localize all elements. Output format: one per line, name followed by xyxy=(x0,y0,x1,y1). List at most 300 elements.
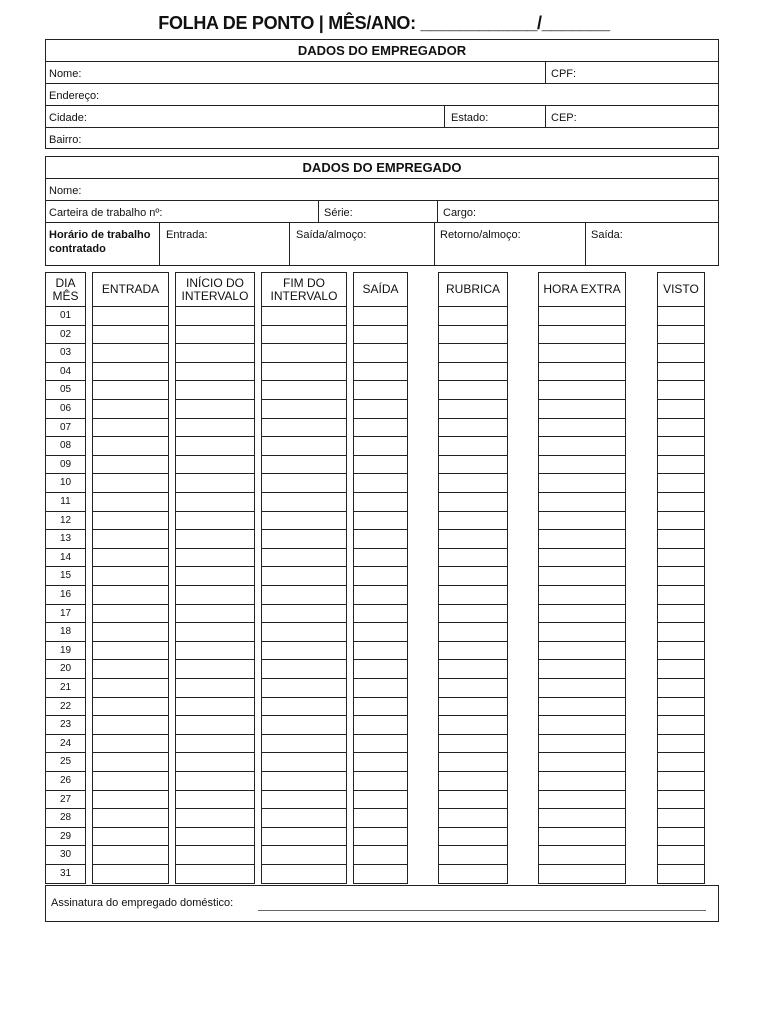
cell-entrada[interactable] xyxy=(92,512,169,531)
cell-inicio[interactable] xyxy=(175,679,255,698)
cell-inicio[interactable] xyxy=(175,549,255,568)
cell-fim[interactable] xyxy=(261,437,347,456)
column-header-label xyxy=(271,277,338,303)
cell-rubrica[interactable] xyxy=(438,716,508,735)
cell-fim[interactable] xyxy=(261,642,347,661)
cell-rubrica[interactable] xyxy=(438,809,508,828)
cell-visto[interactable] xyxy=(657,735,705,754)
day-cell: 26 xyxy=(45,772,86,791)
cell-fim[interactable] xyxy=(261,865,347,884)
cell-saida[interactable] xyxy=(353,623,408,642)
cell-fim[interactable] xyxy=(261,605,347,624)
divider xyxy=(45,222,719,223)
column-header-visto xyxy=(657,272,705,307)
cell-entrada[interactable] xyxy=(92,623,169,642)
cell-rubrica[interactable] xyxy=(438,567,508,586)
cell-fim[interactable] xyxy=(261,772,347,791)
cell-hora_extra[interactable] xyxy=(538,419,626,438)
cell-saida[interactable] xyxy=(353,326,408,345)
employee-exit-label: Saída: xyxy=(591,229,623,241)
cell-visto[interactable] xyxy=(657,567,705,586)
cell-visto[interactable] xyxy=(657,716,705,735)
cell-inicio[interactable] xyxy=(175,753,255,772)
employee-lunch-out-label: Saída/almoço: xyxy=(296,229,367,241)
cell-inicio[interactable] xyxy=(175,623,255,642)
cell-hora_extra[interactable] xyxy=(538,605,626,624)
cell-saida[interactable] xyxy=(353,307,408,326)
cell-hora_extra[interactable] xyxy=(538,716,626,735)
cell-inicio[interactable] xyxy=(175,772,255,791)
column-header-day xyxy=(45,272,86,307)
day-cell: 13 xyxy=(45,530,86,549)
cell-inicio[interactable] xyxy=(175,735,255,754)
cell-entrada[interactable] xyxy=(92,828,169,847)
day-cell: 04 xyxy=(45,363,86,382)
cell-entrada[interactable] xyxy=(92,363,169,382)
divider xyxy=(545,61,546,83)
cell-saida[interactable] xyxy=(353,753,408,772)
cell-rubrica[interactable] xyxy=(438,400,508,419)
cell-entrada[interactable] xyxy=(92,493,169,512)
cell-entrada[interactable] xyxy=(92,660,169,679)
divider xyxy=(289,222,290,266)
cell-hora_extra[interactable] xyxy=(538,865,626,884)
cell-entrada[interactable] xyxy=(92,753,169,772)
cell-rubrica[interactable] xyxy=(438,828,508,847)
cell-visto[interactable] xyxy=(657,400,705,419)
cell-inicio[interactable] xyxy=(175,493,255,512)
divider xyxy=(45,178,719,179)
cell-inicio[interactable] xyxy=(175,419,255,438)
day-cell: 28 xyxy=(45,809,86,828)
day-cell: 09 xyxy=(45,456,86,475)
day-cell: 30 xyxy=(45,846,86,865)
cell-rubrica[interactable] xyxy=(438,660,508,679)
cell-saida[interactable] xyxy=(353,735,408,754)
signature-label: Assinatura do empregado doméstico: xyxy=(51,897,234,909)
column-header-line: INTERVALO xyxy=(181,288,249,303)
day-cell: 20 xyxy=(45,660,86,679)
cell-rubrica[interactable] xyxy=(438,493,508,512)
cell-inicio[interactable] xyxy=(175,512,255,531)
cell-saida[interactable] xyxy=(353,363,408,382)
employee-name-label: Nome: xyxy=(49,185,82,197)
divider xyxy=(585,222,586,266)
cell-inicio[interactable] xyxy=(175,716,255,735)
cell-entrada[interactable] xyxy=(92,530,169,549)
cell-visto[interactable] xyxy=(657,344,705,363)
cell-entrada[interactable] xyxy=(92,846,169,865)
cell-saida[interactable] xyxy=(353,642,408,661)
cell-fim[interactable] xyxy=(261,753,347,772)
day-cell: 03 xyxy=(45,344,86,363)
cell-rubrica[interactable] xyxy=(438,698,508,717)
cell-saida[interactable] xyxy=(353,437,408,456)
cell-saida[interactable] xyxy=(353,512,408,531)
cell-hora_extra[interactable] xyxy=(538,753,626,772)
cell-rubrica[interactable] xyxy=(438,865,508,884)
cell-inicio[interactable] xyxy=(175,809,255,828)
cell-fim[interactable] xyxy=(261,307,347,326)
column-header-line: DIA xyxy=(55,275,76,290)
divider xyxy=(159,222,160,266)
cell-saida[interactable] xyxy=(353,474,408,493)
column-header-line: SAÍDA xyxy=(362,282,399,296)
cell-fim[interactable] xyxy=(261,530,347,549)
cell-inicio[interactable] xyxy=(175,474,255,493)
cell-entrada[interactable] xyxy=(92,586,169,605)
cell-saida[interactable] xyxy=(353,660,408,679)
cell-rubrica[interactable] xyxy=(438,623,508,642)
column-header-line: HORA EXTRA xyxy=(543,282,621,296)
cell-visto[interactable] xyxy=(657,474,705,493)
cell-fim[interactable] xyxy=(261,791,347,810)
cell-rubrica[interactable] xyxy=(438,586,508,605)
cell-fim[interactable] xyxy=(261,344,347,363)
cell-inicio[interactable] xyxy=(175,567,255,586)
cell-entrada[interactable] xyxy=(92,642,169,661)
cell-inicio[interactable] xyxy=(175,865,255,884)
cell-saida[interactable] xyxy=(353,400,408,419)
cell-visto[interactable] xyxy=(657,623,705,642)
cell-visto[interactable] xyxy=(657,679,705,698)
cell-visto[interactable] xyxy=(657,828,705,847)
divider xyxy=(45,200,719,201)
divider xyxy=(437,200,438,222)
cell-inicio[interactable] xyxy=(175,363,255,382)
divider xyxy=(45,61,719,62)
cell-hora_extra[interactable] xyxy=(538,772,626,791)
cell-hora_extra[interactable] xyxy=(538,326,626,345)
cell-saida[interactable] xyxy=(353,456,408,475)
cell-fim[interactable] xyxy=(261,474,347,493)
cell-entrada[interactable] xyxy=(92,326,169,345)
cell-inicio[interactable] xyxy=(175,846,255,865)
cell-fim[interactable] xyxy=(261,512,347,531)
divider xyxy=(318,200,319,222)
cell-inicio[interactable] xyxy=(175,530,255,549)
cell-rubrica[interactable] xyxy=(438,549,508,568)
cell-saida[interactable] xyxy=(353,791,408,810)
column-header-inicio xyxy=(175,272,255,307)
cell-rubrica[interactable] xyxy=(438,381,508,400)
cell-fim[interactable] xyxy=(261,400,347,419)
cell-hora_extra[interactable] xyxy=(538,586,626,605)
cell-visto[interactable] xyxy=(657,586,705,605)
cell-visto[interactable] xyxy=(657,772,705,791)
cell-hora_extra[interactable] xyxy=(538,809,626,828)
divider xyxy=(45,105,719,106)
cell-entrada[interactable] xyxy=(92,716,169,735)
cell-visto[interactable] xyxy=(657,512,705,531)
cell-saida[interactable] xyxy=(353,586,408,605)
column-header-line: RUBRICA xyxy=(445,282,500,296)
cell-rubrica[interactable] xyxy=(438,642,508,661)
cell-visto[interactable] xyxy=(657,456,705,475)
cell-saida[interactable] xyxy=(353,381,408,400)
column-header-hora_extra xyxy=(538,272,626,307)
cell-entrada[interactable] xyxy=(92,698,169,717)
cell-fim[interactable] xyxy=(261,846,347,865)
day-cell: 18 xyxy=(45,623,86,642)
cell-saida[interactable] xyxy=(353,809,408,828)
cell-inicio[interactable] xyxy=(175,605,255,624)
cell-hora_extra[interactable] xyxy=(538,567,626,586)
cell-inicio[interactable] xyxy=(175,828,255,847)
column-header-label xyxy=(102,283,159,296)
signature-line[interactable] xyxy=(258,910,706,911)
cell-visto[interactable] xyxy=(657,307,705,326)
signature-row xyxy=(45,885,719,922)
cell-rubrica[interactable] xyxy=(438,344,508,363)
cell-rubrica[interactable] xyxy=(438,307,508,326)
cell-entrada[interactable] xyxy=(92,809,169,828)
cell-hora_extra[interactable] xyxy=(538,679,626,698)
cell-fim[interactable] xyxy=(261,623,347,642)
cell-inicio[interactable] xyxy=(175,437,255,456)
cell-visto[interactable] xyxy=(657,381,705,400)
cell-fim[interactable] xyxy=(261,679,347,698)
cell-inicio[interactable] xyxy=(175,642,255,661)
cell-entrada[interactable] xyxy=(92,381,169,400)
cell-fim[interactable] xyxy=(261,735,347,754)
employer-cpf-label: CPF: xyxy=(551,68,577,80)
day-cell: 17 xyxy=(45,605,86,624)
cell-rubrica[interactable] xyxy=(438,419,508,438)
divider xyxy=(444,105,445,127)
cell-visto[interactable] xyxy=(657,753,705,772)
cell-hora_extra[interactable] xyxy=(538,846,626,865)
cell-rubrica[interactable] xyxy=(438,530,508,549)
cell-saida[interactable] xyxy=(353,698,408,717)
cell-rubrica[interactable] xyxy=(438,326,508,345)
cell-rubrica[interactable] xyxy=(438,772,508,791)
day-cell: 23 xyxy=(45,716,86,735)
cell-inicio[interactable] xyxy=(175,381,255,400)
day-cell: 05 xyxy=(45,381,86,400)
cell-fim[interactable] xyxy=(261,586,347,605)
cell-visto[interactable] xyxy=(657,419,705,438)
cell-saida[interactable] xyxy=(353,419,408,438)
cell-hora_extra[interactable] xyxy=(538,307,626,326)
cell-saida[interactable] xyxy=(353,530,408,549)
cell-rubrica[interactable] xyxy=(438,474,508,493)
cell-saida[interactable] xyxy=(353,846,408,865)
day-cell: 19 xyxy=(45,642,86,661)
cell-rubrica[interactable] xyxy=(438,753,508,772)
cell-inicio[interactable] xyxy=(175,456,255,475)
employer-district-label: Bairro: xyxy=(49,134,82,146)
cell-rubrica[interactable] xyxy=(438,363,508,382)
cell-rubrica[interactable] xyxy=(438,605,508,624)
day-cell: 22 xyxy=(45,698,86,717)
cell-entrada[interactable] xyxy=(92,400,169,419)
column-header-rubrica xyxy=(438,272,508,307)
cell-visto[interactable] xyxy=(657,698,705,717)
day-cell: 06 xyxy=(45,400,86,419)
cell-fim[interactable] xyxy=(261,809,347,828)
column-header-label xyxy=(182,277,249,303)
cell-visto[interactable] xyxy=(657,549,705,568)
column-header-line: VISTO xyxy=(663,282,699,296)
cell-entrada[interactable] xyxy=(92,772,169,791)
cell-hora_extra[interactable] xyxy=(538,642,626,661)
cell-entrada[interactable] xyxy=(92,865,169,884)
cell-hora_extra[interactable] xyxy=(538,530,626,549)
cell-hora_extra[interactable] xyxy=(538,549,626,568)
cell-hora_extra[interactable] xyxy=(538,456,626,475)
day-cell: 24 xyxy=(45,735,86,754)
employee-lunch-return-label: Retorno/almoço: xyxy=(440,229,521,241)
column-header-label xyxy=(543,283,620,296)
cell-entrada[interactable] xyxy=(92,791,169,810)
employer-state-label: Estado: xyxy=(451,112,489,124)
divider xyxy=(545,105,546,127)
cell-fim[interactable] xyxy=(261,381,347,400)
cell-entrada[interactable] xyxy=(92,456,169,475)
cell-hora_extra[interactable] xyxy=(538,474,626,493)
cell-hora_extra[interactable] xyxy=(538,735,626,754)
cell-hora_extra[interactable] xyxy=(538,493,626,512)
cell-rubrica[interactable] xyxy=(438,456,508,475)
cell-hora_extra[interactable] xyxy=(538,363,626,382)
cell-visto[interactable] xyxy=(657,846,705,865)
cell-entrada[interactable] xyxy=(92,419,169,438)
day-cell: 12 xyxy=(45,512,86,531)
cell-saida[interactable] xyxy=(353,716,408,735)
cell-saida[interactable] xyxy=(353,828,408,847)
cell-entrada[interactable] xyxy=(92,344,169,363)
cell-hora_extra[interactable] xyxy=(538,344,626,363)
cell-fim[interactable] xyxy=(261,698,347,717)
cell-fim[interactable] xyxy=(261,456,347,475)
day-cell: 02 xyxy=(45,326,86,345)
cell-hora_extra[interactable] xyxy=(538,512,626,531)
divider xyxy=(45,83,719,84)
cell-hora_extra[interactable] xyxy=(538,698,626,717)
cell-inicio[interactable] xyxy=(175,307,255,326)
cell-entrada[interactable] xyxy=(92,735,169,754)
cell-rubrica[interactable] xyxy=(438,846,508,865)
cell-hora_extra[interactable] xyxy=(538,791,626,810)
divider xyxy=(45,127,719,128)
cell-rubrica[interactable] xyxy=(438,791,508,810)
cell-visto[interactable] xyxy=(657,809,705,828)
cell-hora_extra[interactable] xyxy=(538,660,626,679)
divider xyxy=(434,222,435,266)
cell-inicio[interactable] xyxy=(175,400,255,419)
cell-fim[interactable] xyxy=(261,660,347,679)
employee-role-label: Cargo: xyxy=(443,207,477,219)
cell-inicio[interactable] xyxy=(175,326,255,345)
cell-visto[interactable] xyxy=(657,660,705,679)
cell-fim[interactable] xyxy=(261,363,347,382)
employer-city-label: Cidade: xyxy=(49,112,87,124)
cell-hora_extra[interactable] xyxy=(538,623,626,642)
cell-entrada[interactable] xyxy=(92,474,169,493)
day-cell: 25 xyxy=(45,753,86,772)
cell-inicio[interactable] xyxy=(175,344,255,363)
cell-visto[interactable] xyxy=(657,326,705,345)
column-header-line: MÊS xyxy=(52,288,79,303)
cell-inicio[interactable] xyxy=(175,698,255,717)
day-cell: 16 xyxy=(45,586,86,605)
cell-hora_extra[interactable] xyxy=(538,828,626,847)
cell-saida[interactable] xyxy=(353,679,408,698)
cell-entrada[interactable] xyxy=(92,567,169,586)
cell-visto[interactable] xyxy=(657,493,705,512)
cell-saida[interactable] xyxy=(353,865,408,884)
cell-fim[interactable] xyxy=(261,828,347,847)
day-cell: 21 xyxy=(45,679,86,698)
employee-ctps-label: Carteira de trabalho nº: xyxy=(49,207,163,219)
cell-entrada[interactable] xyxy=(92,679,169,698)
cell-inicio[interactable] xyxy=(175,660,255,679)
cell-visto[interactable] xyxy=(657,437,705,456)
cell-saida[interactable] xyxy=(353,549,408,568)
column-header-label xyxy=(362,283,398,296)
employer-address-label: Endereço: xyxy=(49,90,100,102)
cell-visto[interactable] xyxy=(657,530,705,549)
day-cell: 07 xyxy=(45,419,86,438)
column-header-fim xyxy=(261,272,347,307)
cell-rubrica[interactable] xyxy=(438,679,508,698)
cell-inicio[interactable] xyxy=(175,586,255,605)
cell-saida[interactable] xyxy=(353,772,408,791)
day-cell: 29 xyxy=(45,828,86,847)
cell-fim[interactable] xyxy=(261,493,347,512)
column-header-line: INÍCIO DO xyxy=(185,275,244,290)
cell-saida[interactable] xyxy=(353,567,408,586)
employee-entry-label: Entrada: xyxy=(166,229,208,241)
cell-fim[interactable] xyxy=(261,567,347,586)
cell-entrada[interactable] xyxy=(92,437,169,456)
column-header-line: FIM DO xyxy=(282,275,325,290)
cell-visto[interactable] xyxy=(657,791,705,810)
day-cell: 14 xyxy=(45,549,86,568)
employer-cep-label: CEP: xyxy=(551,112,577,124)
cell-entrada[interactable] xyxy=(92,307,169,326)
cell-saida[interactable] xyxy=(353,605,408,624)
cell-visto[interactable] xyxy=(657,642,705,661)
cell-entrada[interactable] xyxy=(92,605,169,624)
cell-fim[interactable] xyxy=(261,549,347,568)
cell-hora_extra[interactable] xyxy=(538,381,626,400)
cell-rubrica[interactable] xyxy=(438,512,508,531)
cell-rubrica[interactable] xyxy=(438,735,508,754)
cell-saida[interactable] xyxy=(353,493,408,512)
cell-rubrica[interactable] xyxy=(438,437,508,456)
cell-visto[interactable] xyxy=(657,363,705,382)
cell-hora_extra[interactable] xyxy=(538,400,626,419)
page-title: FOLHA DE PONTO | MÊS/ANO: ____________/_______ xyxy=(158,13,610,33)
column-header-line: INTERVALO xyxy=(270,288,338,303)
cell-hora_extra[interactable] xyxy=(538,437,626,456)
employee-series-label: Série: xyxy=(324,207,353,219)
cell-fim[interactable] xyxy=(261,419,347,438)
cell-visto[interactable] xyxy=(657,865,705,884)
day-cell: 10 xyxy=(45,474,86,493)
cell-visto[interactable] xyxy=(657,605,705,624)
day-cell: 15 xyxy=(45,567,86,586)
cell-entrada[interactable] xyxy=(92,549,169,568)
cell-fim[interactable] xyxy=(261,716,347,735)
day-cell: 08 xyxy=(45,437,86,456)
cell-saida[interactable] xyxy=(353,344,408,363)
cell-fim[interactable] xyxy=(261,326,347,345)
cell-inicio[interactable] xyxy=(175,791,255,810)
day-cell: 01 xyxy=(45,307,86,326)
